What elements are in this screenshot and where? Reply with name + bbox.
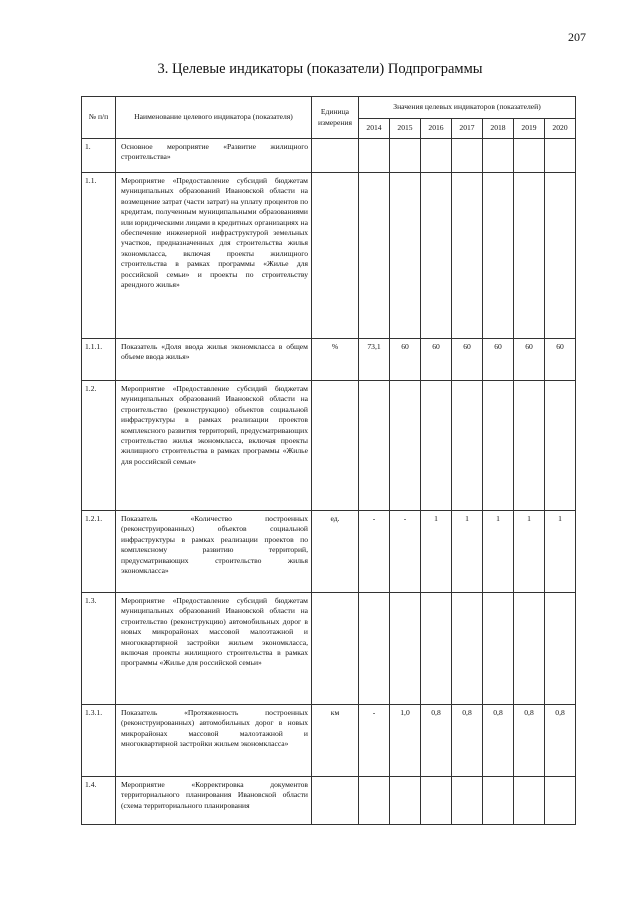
indicator-value [359, 139, 390, 173]
indicator-unit [312, 777, 359, 825]
indicator-value: 60 [390, 339, 421, 381]
header-year: 2015 [390, 119, 421, 139]
indicator-value: 60 [452, 339, 483, 381]
row-number: 1.3.1. [82, 705, 116, 777]
header-num: № п/п [82, 97, 116, 139]
indicator-value: - [390, 511, 421, 593]
row-number: 1.3. [82, 593, 116, 705]
indicator-name: Мероприятие «Предоставление субсидий бюджетам муниципальных образований Ивановской области на возмещение затрат (части затрат) на уплату процентов по кредитам, полученным муниципальными образованиями или юридическими лицами в кредитных организациях на обеспечение инженерной инфраструктурой земельных участков, предназначенных для строительства жилья экономкласса, включая проекты жилищного строительства в рамках программы «Жилье для российской семьи» и проекты по строительству арендного жилья» [116, 173, 312, 339]
table-row [82, 593, 576, 705]
header-year: 2017 [452, 119, 483, 139]
indicator-value [390, 139, 421, 173]
indicator-value [483, 777, 514, 825]
indicator-value: 1 [545, 511, 576, 593]
table-row [82, 139, 576, 173]
indicator-value [545, 777, 576, 825]
indicator-value [359, 381, 390, 511]
indicator-unit [312, 381, 359, 511]
indicator-value [390, 381, 421, 511]
row-number: 1.4. [82, 777, 116, 825]
indicator-value [483, 173, 514, 339]
header-year: 2020 [545, 119, 576, 139]
header-values-group: Значения целевых индикаторов (показателей) [359, 97, 576, 119]
indicator-value: 60 [421, 339, 452, 381]
indicator-value [390, 777, 421, 825]
row-number: 1.2. [82, 381, 116, 511]
page-number: 207 [568, 30, 586, 44]
indicator-value: 60 [545, 339, 576, 381]
indicator-value [452, 139, 483, 173]
indicator-value [545, 139, 576, 173]
table-row [82, 173, 576, 339]
header-year: 2018 [483, 119, 514, 139]
row-number: 1. [82, 139, 116, 173]
indicator-name: Показатель «Доля ввода жилья экономкласса в общем объеме ввода жилья» [116, 339, 312, 381]
indicator-name: Мероприятие «Предоставление субсидий бюджетам муниципальных образований Ивановской области на строительство (реконструкцию) автомобильных дорог в новых микрорайонах массовой малоэтажной и многоквартирной застройки жильем экономкласса, включая проекты жилищного строительства в рамках программы «Жилье для российской семьи» [116, 593, 312, 705]
indicator-name: Мероприятие «Корректировка документов территориального планирования Ивановской области (схема территориального планирования [116, 777, 312, 825]
indicators-table [81, 96, 576, 825]
indicator-name: Показатель «Количество построенных (реконструированных) объектов социальной инфраструктуры в рамках реализации проектов по комплексному развитию территорий, предусматривающих строительство жилья экономкласса» [116, 511, 312, 593]
row-number: 1.1. [82, 173, 116, 339]
header-unit: Единица измерения [312, 97, 359, 139]
indicator-name: Показатель «Протяженность построенных (реконструированных) автомобильных дорог в новых микрорайонах массовой малоэтажной и многоквартирной застройки жильем экономкласса» [116, 705, 312, 777]
indicator-value [514, 139, 545, 173]
table-row [82, 511, 576, 593]
indicator-unit [312, 139, 359, 173]
indicator-value: 60 [483, 339, 514, 381]
indicator-name: Основное мероприятие «Развитие жилищного строительства» [116, 139, 312, 173]
indicator-value [483, 139, 514, 173]
indicator-value [390, 173, 421, 339]
indicator-value [421, 381, 452, 511]
page-title: 3. Целевые индикаторы (показатели) Подпрограммы [157, 61, 483, 77]
indicator-value: 73,1 [359, 339, 390, 381]
indicator-value: 0,8 [545, 705, 576, 777]
indicator-value [359, 593, 390, 705]
indicator-value [452, 381, 483, 511]
header-year: 2016 [421, 119, 452, 139]
indicator-unit: км [312, 705, 359, 777]
indicator-value [359, 777, 390, 825]
indicator-value: 1,0 [390, 705, 421, 777]
indicator-value [545, 593, 576, 705]
table-row [82, 705, 576, 777]
indicator-value: 0,8 [514, 705, 545, 777]
row-number: 1.1.1. [82, 339, 116, 381]
indicator-value: 1 [483, 511, 514, 593]
row-number: 1.2.1. [82, 511, 116, 593]
indicator-unit: ед. [312, 511, 359, 593]
table-row [82, 777, 576, 825]
indicator-value [452, 593, 483, 705]
indicator-value [514, 593, 545, 705]
indicator-value [514, 381, 545, 511]
indicator-unit: % [312, 339, 359, 381]
indicator-value: - [359, 511, 390, 593]
header-name: Наименование целевого индикатора (показателя) [116, 97, 312, 139]
indicator-value: - [359, 705, 390, 777]
indicator-value [421, 777, 452, 825]
indicator-value: 1 [421, 511, 452, 593]
indicator-value: 0,8 [483, 705, 514, 777]
indicator-value [452, 777, 483, 825]
indicator-value [483, 593, 514, 705]
indicator-value [452, 173, 483, 339]
indicator-value [359, 173, 390, 339]
indicator-value [421, 173, 452, 339]
indicator-value: 1 [514, 511, 545, 593]
header-year: 2019 [514, 119, 545, 139]
table-row [82, 339, 576, 381]
indicator-value [514, 173, 545, 339]
indicator-value [514, 777, 545, 825]
indicator-value [421, 593, 452, 705]
indicator-value [483, 381, 514, 511]
indicator-value [545, 381, 576, 511]
header-year: 2014 [359, 119, 390, 139]
indicator-unit [312, 173, 359, 339]
indicator-unit [312, 593, 359, 705]
indicator-value: 60 [514, 339, 545, 381]
indicator-name: Мероприятие «Предоставление субсидий бюджетам муниципальных образований Ивановской области на строительство (реконструкцию) объектов социальной инфраструктуры в рамках реализации проектов комплексного развития территорий, предусматривающих строительство жилья экономкласса, включая проекты жилищного строительства в рамках программы «Жилье для российской семьи» [116, 381, 312, 511]
indicator-value: 0,8 [421, 705, 452, 777]
indicator-value: 0,8 [452, 705, 483, 777]
indicator-value [545, 173, 576, 339]
indicator-value [421, 139, 452, 173]
indicator-value [390, 593, 421, 705]
indicator-value: 1 [452, 511, 483, 593]
table-row [82, 381, 576, 511]
